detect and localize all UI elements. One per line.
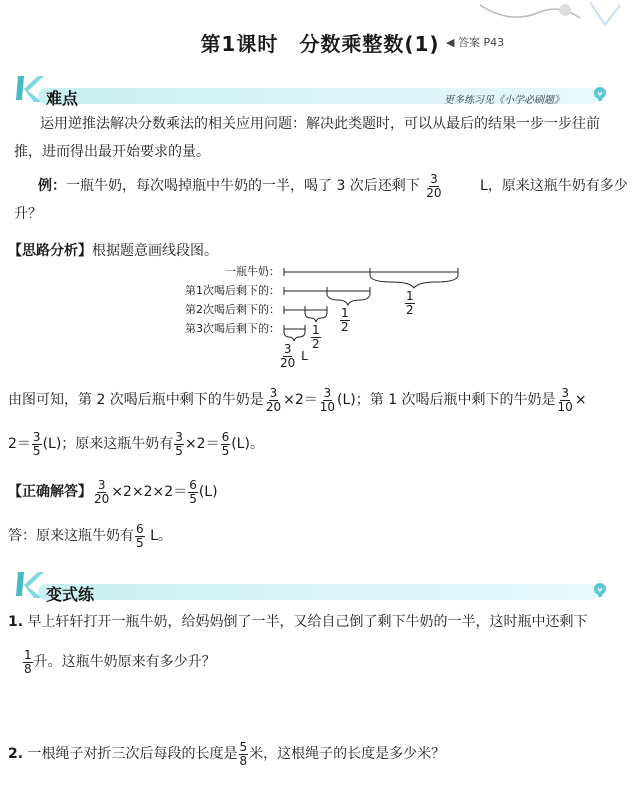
- fraction: [340, 307, 350, 334]
- section-heading: 变式练: [46, 585, 95, 604]
- frac-num: 3: [430, 171, 438, 186]
- frac-den: 20: [94, 491, 110, 506]
- frac-num: 1: [406, 289, 414, 303]
- answer-reference: ◀ 答案 P43: [446, 36, 505, 49]
- frac-den: 5: [189, 491, 197, 506]
- text: (L)；第 1 次喝后瓶中剩下的牛奶是: [337, 392, 556, 408]
- text: L。: [145, 528, 172, 544]
- correct-label: 【正确解答】: [8, 484, 92, 500]
- frac-den: 10: [557, 399, 573, 414]
- more-practice-note: 更多练习见《小学必刷题》: [444, 95, 564, 106]
- reasoning-line-1: [8, 386, 634, 414]
- question-number: 2.: [8, 746, 24, 762]
- example-text-2: L，原来这瓶牛奶有多少升？: [14, 178, 628, 222]
- analysis-text: 根据题意画线段图。: [92, 243, 218, 259]
- frac-den: 5: [32, 443, 41, 458]
- fraction: [319, 387, 336, 414]
- text: (L)；原来这瓶牛奶有: [42, 436, 174, 452]
- frac-den: 5: [175, 443, 183, 458]
- correct-answer-line: [8, 478, 218, 506]
- frac-den: 10: [319, 399, 336, 414]
- question-text: 早上轩轩打开一瓶牛奶，给妈妈倒了一半，又给自己倒了剩下牛奶的一半，这时瓶中还剩下: [27, 614, 588, 630]
- frac-den: 8: [24, 661, 32, 676]
- frac-den: 5: [221, 443, 230, 458]
- diagram-labels: [140, 262, 280, 338]
- question-text: 升。这瓶牛奶原来有多少升？: [33, 654, 216, 670]
- frac-num: 1: [312, 323, 320, 337]
- text: 2＝: [8, 436, 31, 452]
- fraction: [265, 387, 282, 414]
- frac-den: 20: [265, 399, 282, 414]
- diagram-label-1: 一瓶牛奶：: [225, 265, 280, 278]
- frac-den: 20: [280, 356, 296, 370]
- analysis-label: 【思路分析】: [8, 243, 92, 259]
- question-1: [8, 608, 628, 636]
- fraction: [174, 431, 184, 458]
- text: ×2×2×2＝: [111, 484, 188, 500]
- section-bar: [38, 584, 598, 600]
- fraction: [221, 431, 231, 458]
- answer-statement: [8, 522, 172, 550]
- section-heading: 难点: [46, 89, 79, 108]
- reasoning-line-2: [8, 430, 264, 458]
- text: (L)。: [231, 436, 264, 452]
- frac-num: 3: [32, 429, 41, 444]
- frac-num: 1: [24, 647, 32, 662]
- fraction: [23, 649, 33, 676]
- example-line-1b: [14, 172, 634, 228]
- frac-den: 2: [341, 320, 349, 334]
- unit-label: L: [301, 349, 308, 363]
- page-title: 第1课时 分数乘整数(1): [200, 32, 440, 56]
- question-number: 1.: [8, 614, 24, 630]
- example-text-1: 一瓶牛奶，每次喝掉瓶中牛奶的一半，喝了 3 次后还剩下: [66, 178, 420, 194]
- diagram-label-2: 第1次喝后剩下的：: [185, 284, 280, 297]
- diagram-label-4: 第3次喝后剩下的：: [185, 322, 280, 335]
- diagram-label-3: 第2次喝后剩下的：: [185, 303, 280, 316]
- frac-den: 2: [312, 337, 320, 351]
- text: 由图可知，第 2 次喝后瓶中剩下的牛奶是: [8, 392, 264, 408]
- text: ×2＝: [184, 436, 220, 452]
- intro-paragraph: 运用逆推法解决分数乘法的相关应用问题：解决此类题时，可以从最后的结果一步一步往前推，进而得出最开始要求的量。: [14, 116, 600, 160]
- frac-den: 5: [136, 535, 144, 550]
- frac-num: 3: [323, 385, 332, 400]
- analysis-line: [8, 237, 218, 265]
- frac-num: 3: [97, 477, 106, 492]
- fraction: [279, 343, 296, 370]
- answer-ref-label: 答案 P43: [457, 36, 505, 49]
- frac-num: 1: [341, 306, 349, 320]
- frac-num: 5: [239, 739, 248, 754]
- frac-num: 6: [189, 477, 197, 492]
- fraction: [557, 387, 574, 414]
- corner-sketch: [470, 0, 640, 30]
- frac-num: 3: [175, 429, 183, 444]
- question-2: [8, 740, 445, 768]
- frac-den: 20: [426, 185, 442, 200]
- fraction: [93, 479, 110, 506]
- frac-num: 6: [221, 429, 230, 444]
- frac-num: 3: [561, 385, 569, 400]
- line-segment-diagram: [280, 262, 470, 342]
- question-text: 一根绳子对折三次后每段的长度是: [27, 746, 238, 762]
- frac-num: 6: [136, 521, 144, 536]
- fraction: [32, 431, 42, 458]
- fraction: [239, 741, 249, 768]
- fraction: [188, 479, 198, 506]
- remaining-label: [278, 343, 308, 370]
- fraction: [405, 290, 415, 317]
- fraction: [311, 324, 321, 351]
- frac-num: 3: [269, 385, 278, 400]
- question-text: 米，这根绳子的长度是多少米？: [249, 746, 446, 762]
- text: 答：原来这瓶牛奶有: [8, 528, 134, 544]
- question-1-cont: [22, 648, 216, 676]
- text: (L): [198, 484, 218, 500]
- text: ×2＝: [283, 392, 318, 408]
- lightbulb-icon: [592, 86, 608, 102]
- frac-num: 3: [283, 342, 292, 356]
- frac-den: 8: [239, 753, 248, 768]
- frac-den: 2: [406, 303, 414, 317]
- fraction: [135, 523, 145, 550]
- example-label: 例：: [38, 178, 66, 194]
- lightbulb-icon: [592, 582, 608, 598]
- text: ×: [574, 392, 587, 408]
